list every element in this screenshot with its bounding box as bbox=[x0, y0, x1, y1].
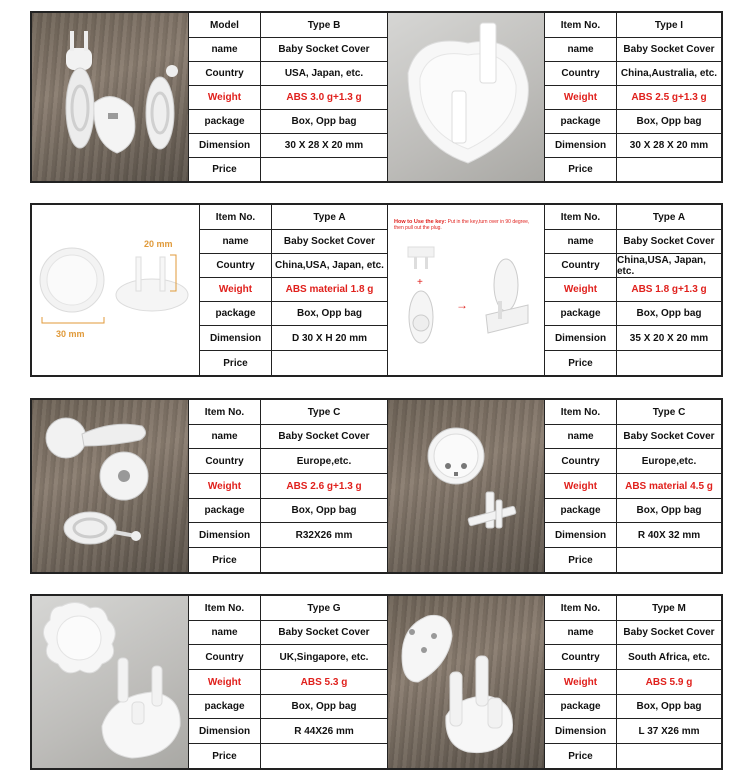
spec-label-price: Price bbox=[545, 158, 617, 181]
spec-label-dimension: Dimension bbox=[545, 719, 617, 743]
spec-value-dimension: R32X26 mm bbox=[295, 529, 353, 541]
spec-value-price bbox=[261, 744, 387, 768]
spec-value-weight: ABS 2.5 g+1.3 g bbox=[631, 92, 707, 103]
spec-label-dimension: Dimension bbox=[189, 719, 261, 743]
spec-value-weight: ABS 5.3 g bbox=[300, 676, 348, 688]
spec-label-country: Country bbox=[545, 449, 617, 473]
product-card-type-i bbox=[388, 13, 721, 181]
spec-label-dimension: Dimension bbox=[200, 326, 272, 350]
spec-label-price: Price bbox=[189, 548, 261, 572]
spec-label-dimension: Dimension bbox=[189, 523, 261, 547]
spec-label-country: Country bbox=[545, 645, 617, 669]
product-block-2 bbox=[30, 203, 723, 377]
spec-value-price bbox=[617, 744, 721, 768]
spec-label-package: package bbox=[545, 499, 617, 522]
spec-label-price: Price bbox=[189, 158, 261, 181]
spec-label-package: package bbox=[545, 110, 617, 133]
spec-value-weight: ABS 3.0 g+1.3 g bbox=[286, 92, 362, 103]
product-photo bbox=[32, 13, 188, 181]
spec-value-type: Type C bbox=[652, 406, 686, 418]
product-photo bbox=[388, 13, 544, 181]
spec-value-country: Europe,etc. bbox=[641, 455, 697, 467]
spec-label-weight: Weight bbox=[189, 86, 261, 109]
dimension-width-label: 30 mm bbox=[56, 329, 85, 339]
spec-label-header: Item No. bbox=[545, 400, 617, 424]
spec-value-dimension: L 37 X26 mm bbox=[638, 725, 700, 737]
spec-value-name: Baby Socket Cover bbox=[623, 627, 715, 638]
spec-label-dimension: Dimension bbox=[545, 523, 617, 547]
spec-label-name: name bbox=[189, 38, 261, 61]
spec-value-weight: ABS material 1.8 g bbox=[285, 284, 374, 295]
spec-table bbox=[188, 13, 387, 181]
spec-label-package: package bbox=[189, 110, 261, 133]
product-card-type-a1 bbox=[32, 205, 387, 375]
spec-value-package: Box, Opp bag bbox=[636, 116, 702, 127]
spec-label-country: Country bbox=[189, 449, 261, 473]
spec-label-weight: Weight bbox=[545, 278, 617, 301]
product-card-type-g bbox=[32, 596, 387, 768]
spec-label-weight: Weight bbox=[545, 474, 617, 498]
spec-value-dimension: D 30 X H 20 mm bbox=[291, 332, 368, 344]
spec-value-country: South Africa, etc. bbox=[628, 651, 710, 663]
spec-value-type: Type M bbox=[652, 602, 686, 614]
spec-value-type: Type A bbox=[313, 211, 346, 223]
spec-value-price bbox=[617, 158, 721, 181]
spec-label-name: name bbox=[545, 230, 617, 253]
spec-value-dimension: 30 X 28 X 20 mm bbox=[629, 140, 709, 151]
product-photo bbox=[388, 205, 544, 375]
product-block-3 bbox=[30, 398, 723, 574]
spec-label-header: Item No. bbox=[545, 205, 617, 229]
spec-value-type: Type G bbox=[307, 602, 341, 614]
spec-value-package: Box, Opp bag bbox=[297, 308, 362, 319]
spec-value-name: Baby Socket Cover bbox=[278, 431, 370, 442]
spec-value-package: Box, Opp bag bbox=[291, 505, 357, 516]
spec-value-country: UK,Singapore, etc. bbox=[279, 651, 369, 663]
spec-value-country: China,USA, Japan, etc. bbox=[275, 260, 384, 271]
spec-value-type: Type I bbox=[654, 19, 684, 31]
product-photo bbox=[388, 596, 544, 768]
dimension-height-label: 20 mm bbox=[144, 239, 173, 249]
spec-table bbox=[544, 400, 721, 572]
spec-label-weight: Weight bbox=[189, 474, 261, 498]
spec-value-type: Type B bbox=[307, 19, 341, 31]
spec-label-weight: Weight bbox=[189, 670, 261, 694]
spec-value-weight: ABS material 4.5 g bbox=[625, 480, 713, 492]
spec-value-price bbox=[261, 158, 387, 181]
product-card-type-c2 bbox=[388, 400, 721, 572]
spec-label-weight: Weight bbox=[545, 670, 617, 694]
spec-label-header: Model bbox=[189, 13, 261, 37]
spec-label-name: name bbox=[200, 230, 272, 253]
spec-value-price bbox=[617, 351, 721, 375]
how-to-text: Put in the key,turn over in 90 degree, then pull out the plug. bbox=[394, 219, 530, 231]
spec-table bbox=[544, 13, 721, 181]
spec-value-name: Baby Socket Cover bbox=[623, 44, 715, 55]
spec-value-price bbox=[261, 548, 387, 572]
spec-label-country: Country bbox=[189, 62, 261, 85]
product-card-type-c1 bbox=[32, 400, 387, 572]
spec-label-price: Price bbox=[545, 744, 617, 768]
spec-value-dimension: R 44X26 mm bbox=[294, 725, 354, 737]
spec-value-country: Europe,etc. bbox=[296, 455, 352, 467]
product-card-type-a2 bbox=[388, 205, 721, 375]
spec-value-weight: ABS 1.8 g+1.3 g bbox=[631, 284, 707, 295]
spec-label-package: package bbox=[189, 695, 261, 718]
spec-label-country: Country bbox=[189, 645, 261, 669]
spec-label-header: Item No. bbox=[545, 13, 617, 37]
spec-value-package: Box, Opp bag bbox=[636, 505, 702, 516]
product-photo bbox=[388, 400, 544, 572]
spec-value-name: Baby Socket Cover bbox=[283, 236, 376, 247]
spec-label-price: Price bbox=[189, 744, 261, 768]
how-to-title: How to Use the key: bbox=[394, 219, 447, 225]
spec-value-type: Type C bbox=[307, 406, 341, 418]
spec-label-package: package bbox=[545, 302, 617, 325]
spec-value-weight: ABS 2.6 g+1.3 g bbox=[286, 480, 362, 492]
spec-value-package: Box, Opp bag bbox=[291, 116, 357, 127]
spec-table bbox=[544, 596, 721, 768]
spec-label-name: name bbox=[189, 425, 261, 448]
spec-label-country: Country bbox=[200, 254, 272, 277]
spec-label-weight: Weight bbox=[200, 278, 272, 301]
spec-label-header: Item No. bbox=[189, 400, 261, 424]
spec-label-weight: Weight bbox=[545, 86, 617, 109]
spec-table bbox=[544, 205, 721, 375]
spec-value-country: USA, Japan, etc. bbox=[284, 68, 364, 79]
spec-value-country: China,Australia, etc. bbox=[620, 68, 718, 79]
svg-text:→: → bbox=[456, 298, 468, 312]
spec-label-dimension: Dimension bbox=[545, 134, 617, 157]
spec-label-price: Price bbox=[545, 548, 617, 572]
spec-label-dimension: Dimension bbox=[545, 326, 617, 350]
spec-label-package: package bbox=[189, 499, 261, 522]
spec-label-header: Item No. bbox=[200, 205, 272, 229]
product-card-type-m bbox=[388, 596, 721, 768]
product-photo bbox=[32, 205, 199, 375]
spec-label-package: package bbox=[200, 302, 272, 325]
spec-value-package: Box, Opp bag bbox=[636, 701, 702, 712]
spec-value-price bbox=[272, 351, 387, 375]
spec-label-name: name bbox=[189, 621, 261, 644]
spec-value-dimension: 35 X 20 X 20 mm bbox=[629, 332, 709, 344]
spec-label-name: name bbox=[545, 621, 617, 644]
spec-value-package: Box, Opp bag bbox=[636, 308, 702, 319]
spec-value-dimension: 30 X 28 X 20 mm bbox=[284, 140, 364, 151]
product-block-4 bbox=[30, 594, 723, 770]
spec-table bbox=[188, 596, 387, 768]
spec-label-name: name bbox=[545, 38, 617, 61]
svg-text:+: + bbox=[417, 277, 423, 288]
spec-label-package: package bbox=[545, 695, 617, 718]
product-photo bbox=[32, 596, 188, 768]
spec-label-price: Price bbox=[545, 351, 617, 375]
spec-label-header: Item No. bbox=[545, 596, 617, 620]
spec-value-name: Baby Socket Cover bbox=[623, 431, 715, 442]
spec-value-price bbox=[617, 548, 721, 572]
spec-value-country: China,USA, Japan, etc. bbox=[617, 254, 706, 277]
spec-value-package: Box, Opp bag bbox=[291, 701, 357, 712]
spec-value-type: Type A bbox=[652, 211, 686, 223]
product-block-1 bbox=[30, 11, 723, 183]
spec-label-name: name bbox=[545, 425, 617, 448]
spec-value-name: Baby Socket Cover bbox=[623, 236, 715, 247]
product-photo bbox=[32, 400, 188, 572]
how-to-use-instructions bbox=[394, 219, 540, 231]
spec-value-name: Baby Socket Cover bbox=[278, 627, 370, 638]
spec-table bbox=[199, 205, 387, 375]
spec-label-dimension: Dimension bbox=[189, 134, 261, 157]
spec-table bbox=[188, 400, 387, 572]
spec-label-country: Country bbox=[545, 254, 617, 277]
spec-value-dimension: R 40X 32 mm bbox=[637, 529, 701, 541]
spec-value-name: Baby Socket Cover bbox=[278, 44, 370, 55]
spec-label-header: Item No. bbox=[189, 596, 261, 620]
product-card-type-b bbox=[32, 13, 387, 181]
spec-label-country: Country bbox=[545, 62, 617, 85]
spec-value-weight: ABS 5.9 g bbox=[645, 676, 693, 688]
spec-label-price: Price bbox=[200, 351, 272, 375]
